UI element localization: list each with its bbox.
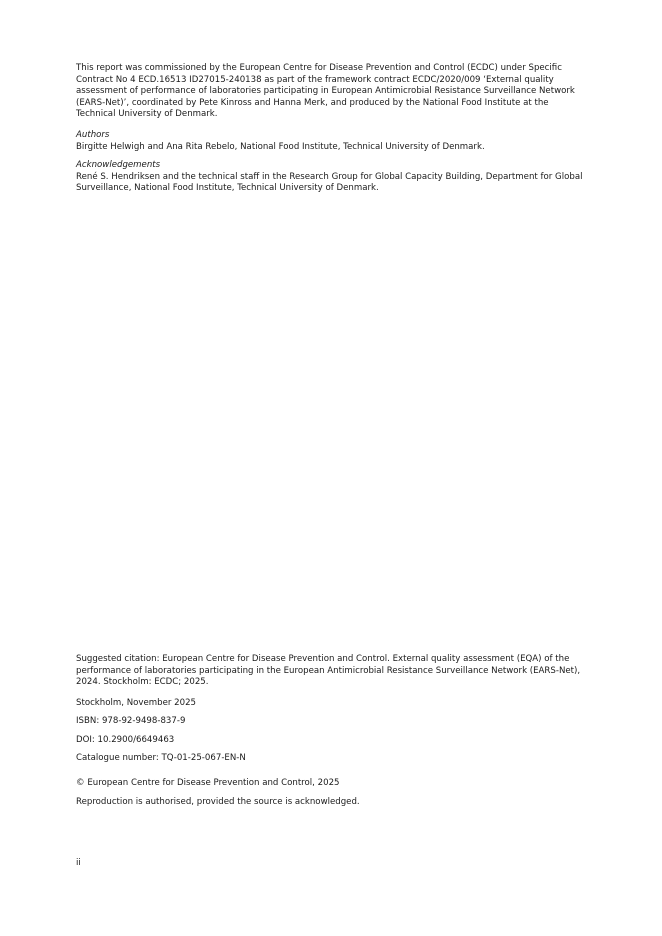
page-number: ii: [76, 858, 81, 868]
commission-paragraph: [76, 63, 590, 121]
isbn: ISBN: 978-92-9498-837-9: [76, 716, 186, 726]
catalogue-number: Catalogue number: TQ-01-25-067-EN-N: [76, 753, 246, 763]
copyright: © European Centre for Disease Prevention and Control, 2025: [76, 778, 340, 788]
acknowledgements-heading: Acknowledgements: [76, 160, 161, 170]
authors-section: [76, 130, 590, 153]
authors-text: Birgitte Helwigh and Ana Rita Rebelo, National Food Institute, Technical University of Denmark.: [76, 141, 485, 152]
citation-paragraph: [76, 654, 590, 689]
reproduction-notice: Reproduction is authorised, provided the source is acknowledged.: [76, 797, 360, 807]
place-date: Stockholm, November 2025: [76, 698, 197, 708]
commission-text: This report was commissioned by the European Centre for Disease Prevention and Control (ECDC) under Specific Contract No 4 ECD.16513 ID27015-240138 as part of the framework contract ECDC/2020/009 ‘External quality assessment of performance of laboratories participating in European Antimicrobial Resistance Surveillance Network (EARS-Net)’, coordinated by Pete Kinross and Hanna Merk, and produced by the National Food Institute at the Technical University of Denmark.: [76, 63, 575, 120]
acknowledgements-text: René S. Hendriksen and the technical staff in the Research Group for Global Capacity Building, Department for Global Surveillance, National Food Institute, Technical University of Denmark.: [76, 171, 583, 194]
authors-heading: Authors: [76, 130, 110, 140]
suggested-citation: Suggested citation: European Centre for Disease Prevention and Control. External quality assessment (EQA) of the performance of laboratories participating in the European Antimicrobial Resistance Surveillance Network (EARS-Net), 2024. Stockholm: ECDC; 2025.: [76, 654, 581, 688]
doi: DOI: 10.2900/6649463: [76, 735, 175, 745]
acknowledgements-section: [76, 160, 590, 195]
